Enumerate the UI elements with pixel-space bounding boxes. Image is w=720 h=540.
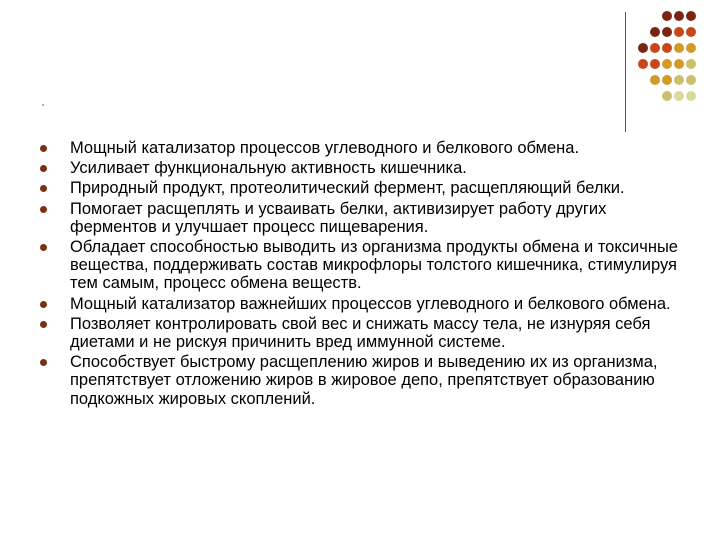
list-item-text: Помогает расщеплять и усваивать белки, активизирует работу других ферментов и улучшает процесс пищеварения. xyxy=(70,199,607,236)
bullet-dot-icon xyxy=(40,206,47,213)
decorative-dot xyxy=(662,11,672,21)
bullet-dot-icon xyxy=(40,301,47,308)
bullet-list-container xyxy=(40,139,690,410)
list-item xyxy=(40,315,690,351)
decorative-dot xyxy=(638,59,648,69)
decorative-dot xyxy=(686,59,696,69)
decorative-dot xyxy=(662,75,672,85)
decorative-dot xyxy=(650,59,660,69)
decorative-dot xyxy=(686,11,696,21)
small-dot-marker xyxy=(42,104,44,106)
bullet-dot-icon xyxy=(40,321,47,328)
list-item-text: Позволяет контролировать свой вес и снижать массу тела, не изнуряя себя диетами и не рискуя причинить вред иммунной системе. xyxy=(70,314,651,352)
decorative-dot xyxy=(662,27,672,37)
list-item xyxy=(40,200,690,236)
list-item xyxy=(40,159,690,177)
decorative-dot xyxy=(674,27,684,37)
list-item xyxy=(40,353,690,408)
list-item-text: Усиливает функциональную активность кишечника. xyxy=(70,159,467,178)
decorative-dot xyxy=(674,43,684,53)
bullet-dot-icon xyxy=(40,145,47,152)
decorative-dot xyxy=(686,27,696,37)
bullet-dot-icon xyxy=(40,359,47,366)
list-item-text: Мощный катализатор важнейших процессов углеводного и белкового обмена. xyxy=(70,294,671,313)
bullet-list xyxy=(40,139,690,408)
list-item-text: Мощный катализатор процессов углеводного и белкового обмена. xyxy=(70,139,580,157)
decorative-dot xyxy=(662,91,672,101)
bullet-dot-icon xyxy=(40,244,47,251)
decorative-dot xyxy=(674,91,684,101)
decorative-dot xyxy=(638,43,648,53)
decorative-dot xyxy=(650,43,660,53)
decorative-dot xyxy=(674,59,684,69)
decorative-dot xyxy=(674,11,684,21)
decorative-dot xyxy=(686,43,696,53)
vertical-divider-line xyxy=(625,12,626,132)
decorative-dot xyxy=(662,59,672,69)
decorative-dot xyxy=(674,75,684,85)
list-item-text: Способствует быстрому расщеплению жиров и выведению их из организма, препятствует отложению жиров в жировое депо, препятствует образованию подкожных жировых скоплений. xyxy=(70,353,658,408)
decorative-dot xyxy=(662,43,672,53)
decorative-dot xyxy=(650,27,660,37)
list-item-text: Природный продукт, протеолитический фермент, расщепляющий белки. xyxy=(70,179,625,198)
bullet-dot-icon xyxy=(40,165,47,172)
list-item xyxy=(40,179,690,197)
decorative-dot xyxy=(650,75,660,85)
decorative-dot-grid xyxy=(636,10,696,110)
list-item xyxy=(40,295,690,313)
list-item-text: Обладает способностью выводить из организма продукты обмена и токсичные вещества, поддерживать состав микрофлоры толстого кишечника, стимулируя тем самым, процесс обмена веществ. xyxy=(70,238,678,293)
decorative-dot xyxy=(686,75,696,85)
decorative-dot xyxy=(686,91,696,101)
list-item xyxy=(40,238,690,293)
bullet-dot-icon xyxy=(40,185,47,192)
list-item xyxy=(40,139,690,157)
